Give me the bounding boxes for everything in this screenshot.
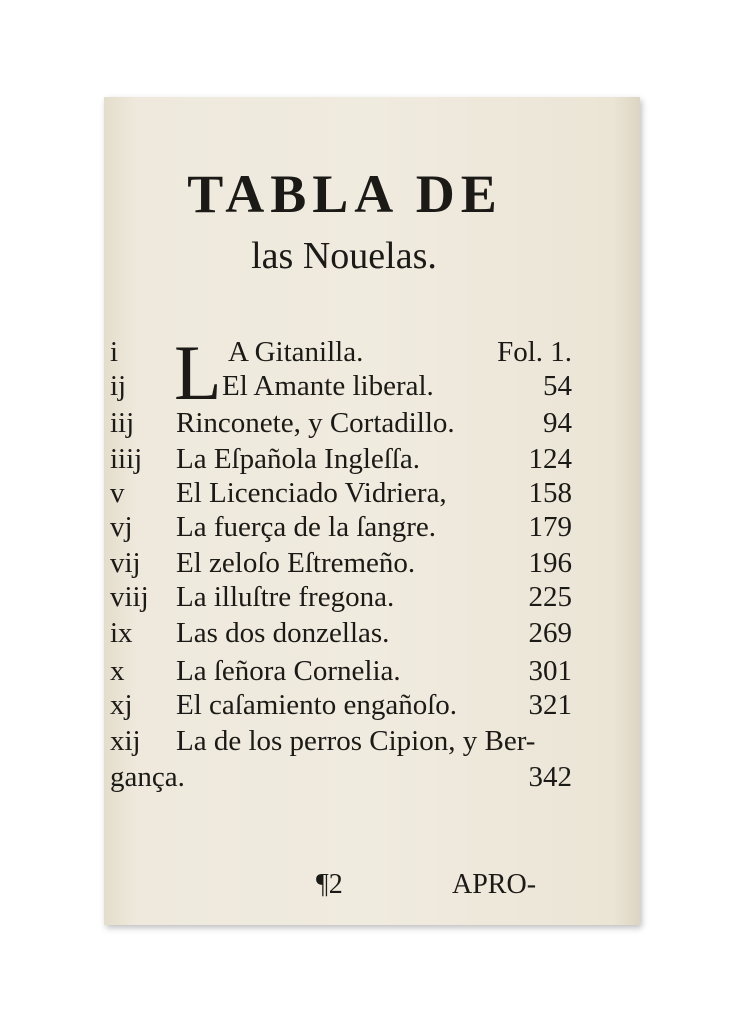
toc-entry bbox=[110, 406, 572, 440]
entry-numeral: xj bbox=[110, 689, 133, 721]
entry-title: A Gitanilla. bbox=[228, 336, 364, 368]
entry-folio: 269 bbox=[528, 617, 572, 649]
entry-numeral: viij bbox=[110, 581, 149, 613]
entry-numeral: ix bbox=[110, 617, 133, 649]
toc-entry bbox=[110, 654, 572, 688]
entry-title: La Eſpañola Ingleſſa. bbox=[176, 443, 420, 475]
entry-title: gança. bbox=[110, 761, 185, 793]
entry-title: Rinconete, y Cortadillo. bbox=[176, 407, 455, 439]
toc-entry bbox=[110, 369, 572, 403]
toc-entry bbox=[110, 760, 572, 794]
entry-folio: 124 bbox=[528, 443, 572, 475]
entry-title: El zeloſo Eſtremeño. bbox=[176, 547, 416, 579]
entry-folio: 342 bbox=[528, 761, 572, 793]
toc-entry bbox=[110, 476, 572, 510]
entry-numeral: vj bbox=[110, 511, 133, 543]
entry-title: Las dos donzellas. bbox=[176, 617, 390, 649]
entry-folio: Fol. 1. bbox=[497, 336, 572, 368]
entry-numeral: vij bbox=[110, 547, 141, 579]
entry-folio: 321 bbox=[528, 689, 572, 721]
entry-folio: 225 bbox=[528, 581, 572, 613]
toc-entry bbox=[110, 580, 572, 614]
entry-folio: 196 bbox=[528, 547, 572, 579]
entry-title: La fuerça de la ſangre. bbox=[176, 511, 437, 543]
entry-numeral: x bbox=[110, 655, 125, 687]
toc-entry bbox=[110, 335, 572, 369]
entry-numeral: iiij bbox=[110, 443, 143, 475]
entry-title: El caſamiento engañoſo. bbox=[176, 689, 458, 721]
drop-cap: L bbox=[174, 329, 222, 416]
entry-folio: 158 bbox=[528, 477, 572, 509]
book-page bbox=[104, 97, 640, 925]
toc-entry bbox=[110, 616, 572, 650]
entry-title: El Licenciado Vidriera, bbox=[176, 477, 447, 509]
toc-entry bbox=[110, 442, 572, 476]
entry-title: La illuſtre fregona. bbox=[176, 581, 395, 613]
entry-folio: 94 bbox=[543, 407, 572, 439]
entry-folio: 179 bbox=[528, 511, 572, 543]
toc-entry bbox=[110, 688, 572, 722]
entry-numeral: iij bbox=[110, 407, 135, 439]
page-title: TABLA DE bbox=[187, 164, 503, 224]
entry-folio: 301 bbox=[528, 655, 572, 687]
entry-numeral: v bbox=[110, 477, 125, 509]
toc-entry bbox=[110, 546, 572, 580]
page-subtitle: las Nouelas. bbox=[251, 235, 437, 277]
entry-title: El Amante liberal. bbox=[222, 370, 434, 402]
catchword: APRO- bbox=[452, 869, 537, 900]
entry-numeral: xij bbox=[110, 725, 141, 757]
entry-folio: 54 bbox=[543, 370, 572, 402]
toc-entry bbox=[110, 510, 572, 544]
toc-entry bbox=[110, 724, 572, 758]
entry-title: La ſeñora Cornelia. bbox=[176, 655, 401, 687]
entry-title: La de los perros Cipion, y Ber- bbox=[176, 725, 536, 757]
signature-mark: ¶2 bbox=[316, 869, 343, 900]
entry-numeral: i bbox=[110, 336, 119, 368]
entry-numeral: ij bbox=[110, 370, 127, 402]
